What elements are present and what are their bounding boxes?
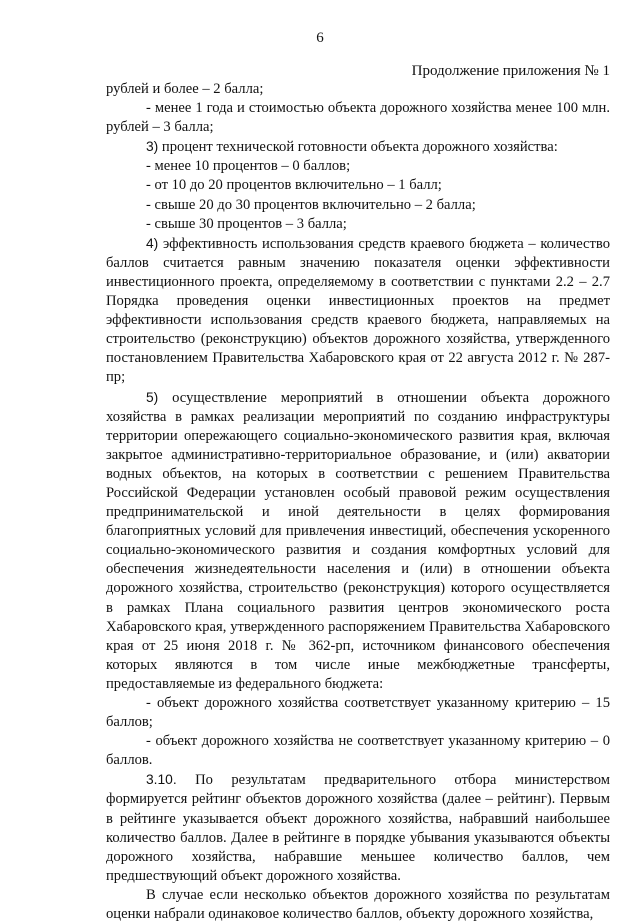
paragraph (106, 234, 610, 388)
paragraph-text: - объект дорожного хозяйства соответствует указанному критерию – 15 баллов; (106, 695, 610, 731)
paragraph-text: осуществление мероприятий в отношении объекта дорожного хозяйства в рамках реализации мероприятий по созданию инфраструктуры территории опережающего социально-экономического развития края, включая закрытое административно-территориальное образование, и (или) акватории водных объектов, на которых в соответствии с решением Правительства Российской Федерации установлен особый правовой режим осуществления предпринимательской и иной деятельности в целях формирования благоприятных условий для привлечения инвестиций, обеспечения ускоренного социально-экономического развития и создания комфортных условий для обеспечения жизнедеятельности населения и (или) в отношении объекта дорожного хозяйства, строительство (реконструкция) которого осуществляется в рамках Плана социального развития центров экономического роста Хабаровского края, утвержденного распоряжением Правительства Хабаровского края от 25 июня 2018 г. № 362-рп, источником финансового обеспечения которых являются в том числе иные межбюджетные трансферты, предоставляемые из федерального бюджета: (106, 389, 610, 692)
paragraph-text: рублей и более – 2 балла; (106, 81, 264, 97)
document-body (106, 80, 610, 924)
paragraph-number: 5) (146, 389, 159, 405)
paragraph (106, 176, 610, 195)
paragraph-text: - свыше 20 до 30 процентов включительно – 2 балла; (146, 196, 476, 213)
paragraph (106, 770, 610, 886)
paragraph (106, 388, 610, 695)
paragraph (106, 157, 610, 176)
paragraph (106, 732, 610, 770)
running-header: Продолжение приложения № 1 (411, 63, 610, 79)
paragraph-number: 3) (146, 139, 159, 155)
paragraph (106, 137, 610, 157)
paragraph-text: По результатам предварительного отбора министерством формируется рейтинг объектов дорожного хозяйства (далее – рейтинг). Первым в рейтинге указывается объект дорожного хозяйства, набравший наибольшее количество баллов. Далее в рейтинге в порядке убывания указываются объекты дорожного хозяйства, набравшие меньшее количество баллов, чем предшествующий объект дорожного хозяйства. (106, 772, 610, 884)
paragraph-number: 3.10. (146, 772, 177, 788)
paragraph (106, 80, 610, 99)
paragraph (106, 215, 610, 234)
paragraph-text: - объект дорожного хозяйства не соответствует указанному критерию – 0 баллов. (106, 733, 610, 769)
paragraph-text: - менее 10 процентов – 0 баллов; (146, 158, 351, 175)
paragraph (106, 196, 610, 215)
paragraph-text: эффективность использования средств краевого бюджета – количество баллов считается равным значению показателя оценки эффективности инвестиционного проекта, определяемому в соответствии с пунктами 2.2 – 2.7 Порядка проведения оценки инвестиционных проектов на предмет эффективности использования средств краевого бюджета, направляемых на строительство (реконструкцию) объектов дорожного хозяйства, утвержденного постановлением Правительства Хабаровского края от 22 августа 2012 г. № 287-пр; (106, 235, 610, 386)
paragraph-number: 4) (146, 235, 159, 251)
page-number: 6 (316, 30, 324, 46)
paragraph-text: В случае если несколько объектов дорожного хозяйства по результатам оценки набрали одинаковое количество баллов, объекту дорожного хозяйства, (106, 886, 610, 923)
paragraph-text: - менее 1 года и стоимостью объекта дорожного хозяйства менее 100 млн. рублей – 3 балла; (106, 100, 610, 136)
paragraph-text: - свыше 30 процентов – 3 балла; (146, 215, 347, 232)
paragraph-text: - от 10 до 20 процентов включительно – 1 балл; (146, 177, 442, 194)
paragraph (106, 99, 610, 137)
paragraph (106, 694, 610, 732)
paragraph-text: процент технической готовности объекта дорожного хозяйства: (158, 139, 558, 156)
